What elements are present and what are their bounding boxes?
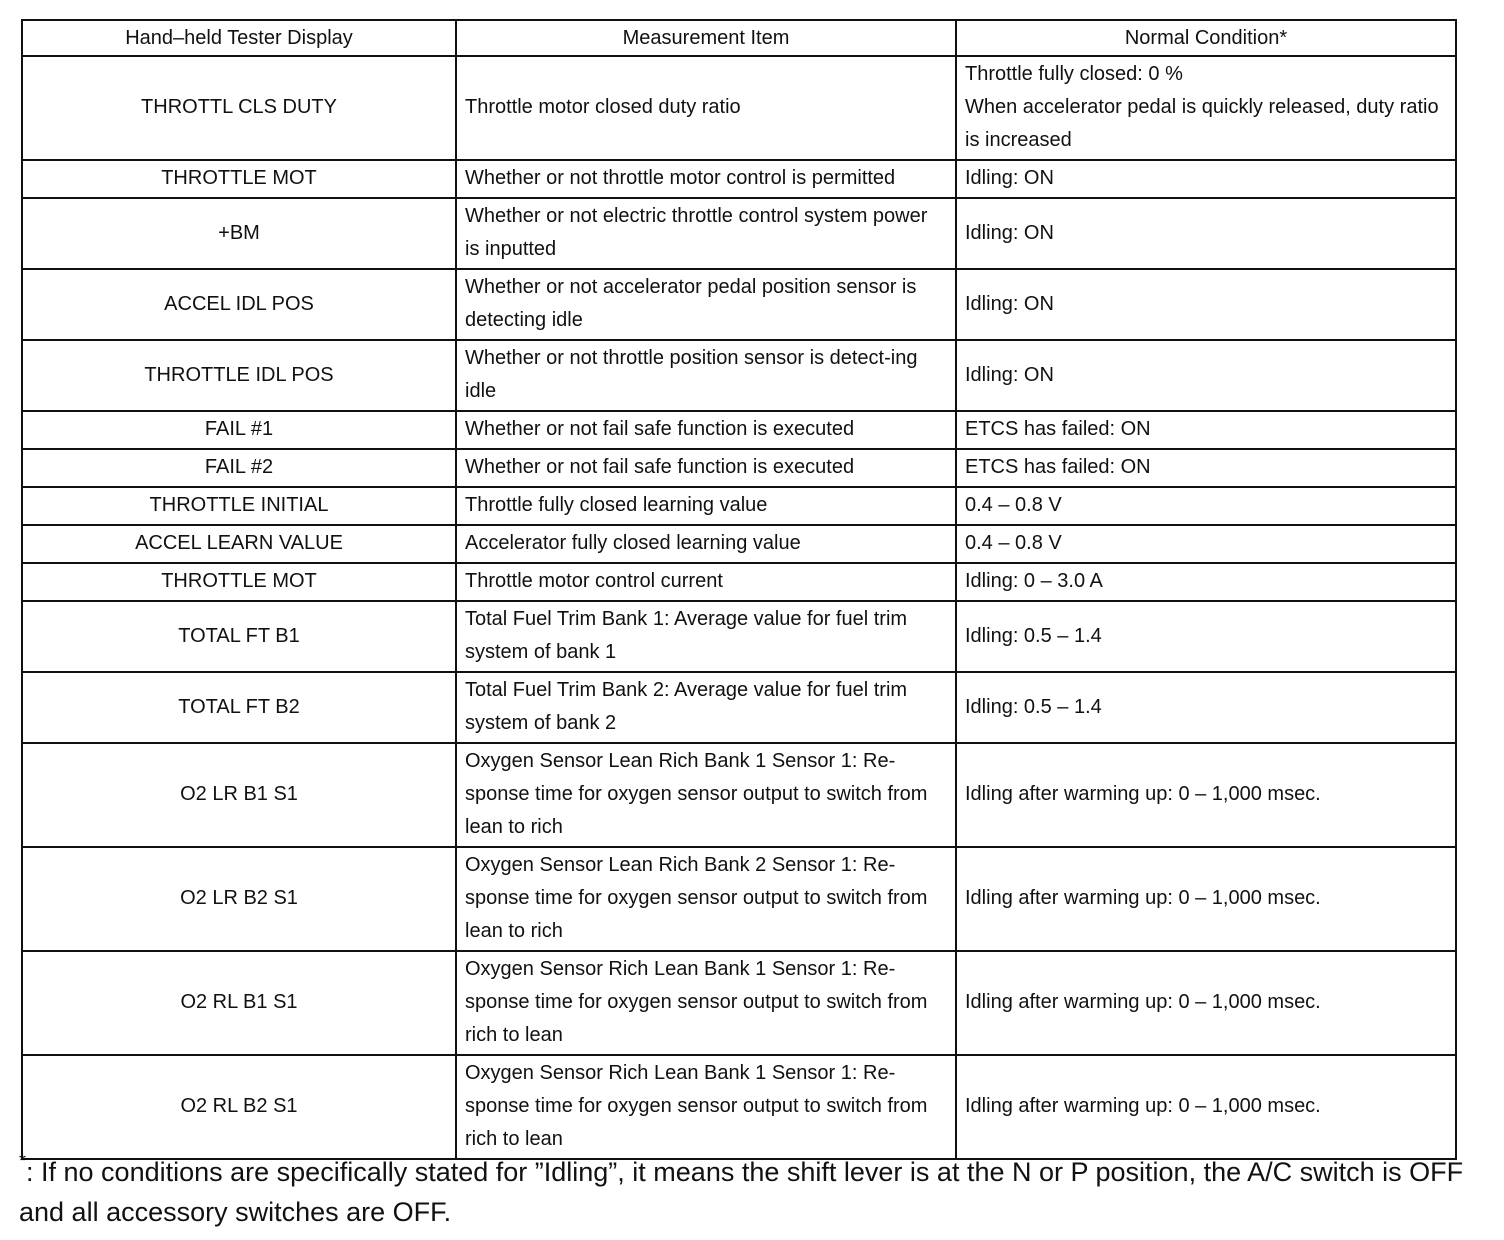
tester-display-cell: THROTTLE IDL POS [22,340,456,411]
tester-display-cell: ACCEL IDL POS [22,269,456,340]
measurement-item-cell: Oxygen Sensor Rich Lean Bank 1 Sensor 1: Re-sponse time for oxygen sensor output to switch from rich to lean [456,1055,956,1159]
tester-display-cell: THROTTLE MOT [22,160,456,198]
measurement-item-cell: Whether or not throttle position sensor is detect-ing idle [456,340,956,411]
normal-condition-cell: Idling: ON [956,269,1456,340]
measurement-item-cell: Whether or not throttle motor control is permitted [456,160,956,198]
measurement-item-cell: Oxygen Sensor Lean Rich Bank 1 Sensor 1: Re-sponse time for oxygen sensor output to switch from lean to rich [456,743,956,847]
normal-condition-cell: 0.4 – 0.8 V [956,487,1456,525]
measurement-item-cell: Throttle fully closed learning value [456,487,956,525]
data-monitor-table [21,19,1457,1160]
table-row [22,672,1456,743]
header-normal-condition: Normal Condition* [956,20,1456,56]
measurement-item-cell: Total Fuel Trim Bank 1: Average value for fuel trim system of bank 1 [456,601,956,672]
measurement-item-cell: Accelerator fully closed learning value [456,525,956,563]
table-row [22,340,1456,411]
condition-note: When accelerator pedal is quickly released, duty ratio is increased [965,96,1439,151]
footnote-marker: * [19,1151,27,1171]
measurement-item-cell: Total Fuel Trim Bank 2: Average value for fuel trim system of bank 2 [456,672,956,743]
tester-display-cell: THROTTLE INITIAL [22,487,456,525]
table-row [22,525,1456,563]
normal-condition-cell: Idling after warming up: 0 – 1,000 msec. [956,951,1456,1055]
footnote [19,1152,1489,1232]
normal-condition-cell: Idling after warming up: 0 – 1,000 msec. [956,743,1456,847]
measurement-item-cell: Throttle motor closed duty ratio [456,56,956,160]
tester-display-cell: THROTTL CLS DUTY [22,56,456,160]
normal-condition-cell: Idling: 0.5 – 1.4 [956,601,1456,672]
footnote-text: : If no conditions are specifically stated for ”Idling”, it means the shift lever is at the N or P position, the A/C switch is OFF and all accessory switches are OFF. [19,1157,1464,1227]
table-row [22,601,1456,672]
measurement-item-cell: Whether or not fail safe function is executed [456,449,956,487]
measurement-item-cell: Oxygen Sensor Rich Lean Bank 1 Sensor 1: Re-sponse time for oxygen sensor output to switch from rich to lean [456,951,956,1055]
measurement-item-cell: Oxygen Sensor Lean Rich Bank 2 Sensor 1: Re-sponse time for oxygen sensor output to switch from lean to rich [456,847,956,951]
measurement-item-cell: Throttle motor control current [456,563,956,601]
tester-display-cell: THROTTLE MOT [22,563,456,601]
table-row [22,487,1456,525]
table-header [22,20,1456,56]
table-row [22,160,1456,198]
table-row [22,198,1456,269]
table-row [22,411,1456,449]
measurement-item-cell: Whether or not fail safe function is executed [456,411,956,449]
tester-display-cell: O2 RL B2 S1 [22,1055,456,1159]
table-row [22,563,1456,601]
table-row [22,951,1456,1055]
normal-condition-cell: Idling: ON [956,198,1456,269]
normal-condition-cell: 0.4 – 0.8 V [956,525,1456,563]
normal-condition-cell: Idling: 0 – 3.0 A [956,563,1456,601]
tester-display-cell: FAIL #1 [22,411,456,449]
normal-condition-cell: ETCS has failed: ON [956,449,1456,487]
normal-condition-cell: Idling after warming up: 0 – 1,000 msec. [956,847,1456,951]
condition-text: Throttle fully closed: 0 % [965,63,1183,85]
normal-condition-cell: Idling after warming up: 0 – 1,000 msec. [956,1055,1456,1159]
tester-display-cell: +BM [22,198,456,269]
table-row [22,743,1456,847]
table-body [22,56,1456,1159]
tester-display-cell: O2 LR B1 S1 [22,743,456,847]
normal-condition-cell: Idling: ON [956,160,1456,198]
tester-display-cell: TOTAL FT B2 [22,672,456,743]
table-row [22,1055,1456,1159]
table-row [22,56,1456,160]
table-row [22,449,1456,487]
tester-display-cell: FAIL #2 [22,449,456,487]
normal-condition-cell [956,56,1456,160]
measurement-item-cell: Whether or not electric throttle control system power is inputted [456,198,956,269]
table-row [22,269,1456,340]
measurement-item-cell: Whether or not accelerator pedal position sensor is detecting idle [456,269,956,340]
table-row [22,847,1456,951]
normal-condition-cell: Idling: ON [956,340,1456,411]
header-tester-display: Hand–held Tester Display [22,20,456,56]
normal-condition-cell: Idling: 0.5 – 1.4 [956,672,1456,743]
header-measurement-item: Measurement Item [456,20,956,56]
tester-display-cell: O2 RL B1 S1 [22,951,456,1055]
normal-condition-cell: ETCS has failed: ON [956,411,1456,449]
tester-display-cell: ACCEL LEARN VALUE [22,525,456,563]
tester-display-cell: TOTAL FT B1 [22,601,456,672]
header-row [22,20,1456,56]
tester-display-cell: O2 LR B2 S1 [22,847,456,951]
